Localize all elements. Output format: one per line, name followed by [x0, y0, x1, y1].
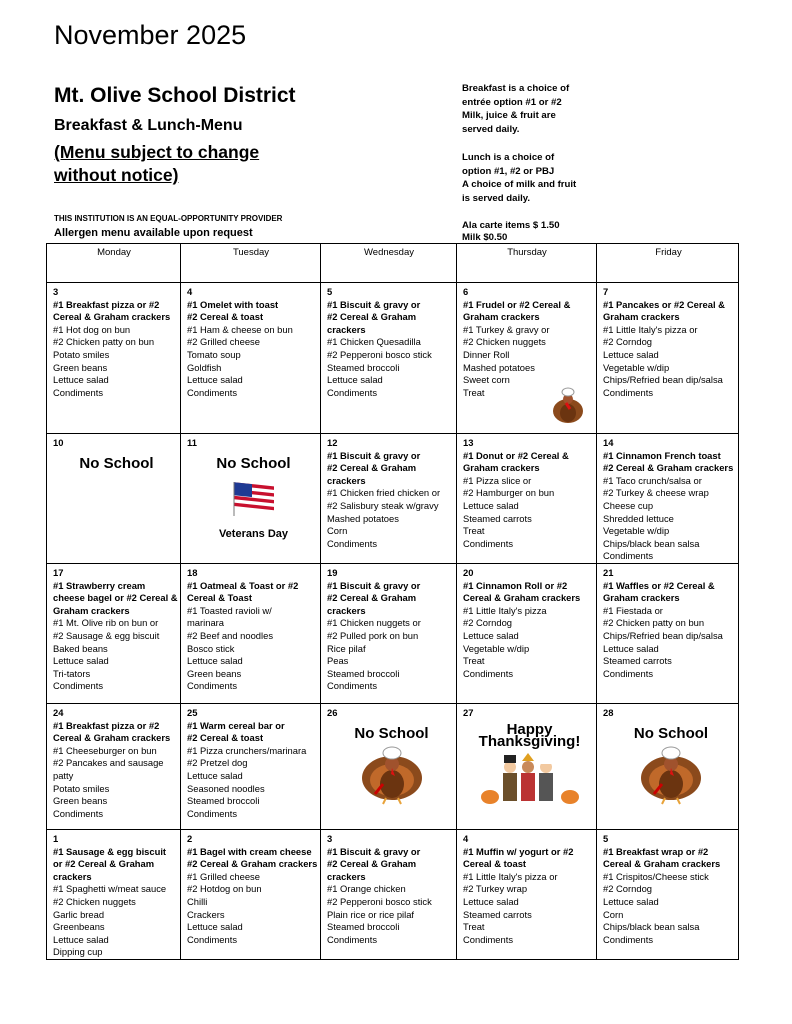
no-school-label: No School — [633, 724, 709, 742]
lunch-line: Lettuce salad — [603, 642, 659, 654]
no-school-label: No School — [216, 454, 291, 472]
lunch-line: #2 Chicken nuggets — [463, 336, 546, 348]
lunch-line: #1 Taco crunch/salsa or — [603, 474, 702, 486]
lunch-line: Baked beans — [53, 642, 108, 654]
lunch-line: #1 Little Italy's pizza or — [603, 323, 698, 335]
lunch-line: Peas — [327, 655, 349, 667]
day-number: 3 — [53, 286, 59, 297]
lunch-line: Condiments — [187, 386, 238, 398]
day-number: 17 — [53, 567, 64, 578]
lunch-line: #1 Fiestada or — [603, 604, 663, 616]
lunch-line: Condiments — [463, 667, 514, 679]
day-number: 4 — [463, 833, 469, 844]
day-number: 13 — [463, 437, 474, 448]
breakfast-line: Cereal & Graham crackers — [53, 311, 171, 323]
day-cell — [457, 830, 596, 960]
lunch-line: #1 Little Italy's pizza — [463, 604, 547, 616]
day-number: 4 — [187, 286, 193, 297]
lunch-line: Lettuce salad — [187, 655, 243, 667]
no-school-label: No School — [79, 454, 154, 472]
lunch-line: #2 Pepperoni bosco stick — [327, 895, 432, 907]
breakfast-line: #2 Cereal & Graham — [327, 858, 417, 870]
info-line: A choice of milk and fruit — [462, 179, 577, 190]
lunch-line: #2 Chicken nuggets — [53, 895, 136, 907]
info-line: Ala carte items $ 1.50 — [462, 220, 560, 231]
breakfast-line: #2 Cereal & Graham — [327, 311, 417, 323]
lunch-line: Condiments — [53, 386, 104, 398]
allergen-note: Allergen menu available upon request — [54, 227, 253, 239]
lunch-line: Condiments — [327, 933, 378, 945]
day-cell — [47, 564, 180, 703]
breakfast-line: #1 Warm cereal bar or — [187, 719, 285, 731]
lunch-line: Dinner Roll — [463, 348, 510, 360]
lunch-line: Green beans — [53, 361, 108, 373]
lunch-line: Treat — [463, 386, 485, 398]
breakfast-line: #1 Oatmeal & Toast or #2 — [187, 579, 299, 591]
lunch-line: Potato smiles — [53, 782, 110, 794]
day-number: 10 — [53, 437, 64, 448]
lunch-line: Lettuce salad — [187, 374, 243, 386]
lunch-line: #1 Chicken fried chicken or — [327, 487, 441, 499]
lunch-line: Tri-tators — [53, 667, 91, 679]
day-number: 18 — [187, 567, 198, 578]
lunch-line: Condiments — [187, 933, 238, 945]
day-cell — [321, 434, 456, 563]
info-line: entrée option #1 or #2 — [462, 96, 562, 108]
lunch-line: Potato smiles — [53, 348, 110, 360]
breakfast-line: Graham crackers — [53, 604, 130, 616]
lunch-line: Tomato soup — [187, 348, 241, 360]
day-number: 3 — [327, 833, 333, 844]
lunch-line: #2 Turkey & cheese wrap — [603, 487, 709, 499]
lunch-line: #2 Hamburger on bun — [463, 487, 555, 499]
lunch-line: Chips/black bean salsa — [603, 921, 700, 933]
weekday-header: Tuesday — [232, 247, 270, 258]
lunch-line: Chips/black bean salsa — [603, 537, 700, 549]
lunch-line: #2 Corndog — [603, 883, 652, 895]
breakfast-line: #1 Biscuit & gravy or — [327, 298, 421, 310]
lunch-line: patty — [53, 769, 74, 781]
lunch-line: #1 Hot dog on bun — [53, 323, 131, 335]
breakfast-line: #1 Frudel or #2 Cereal & — [463, 298, 571, 310]
lunch-line: Steamed broccoli — [327, 361, 400, 373]
breakfast-line: #2 Cereal & Graham crackers — [603, 462, 734, 474]
day-number: 26 — [327, 707, 338, 718]
breakfast-line: crackers — [327, 474, 366, 486]
day-cell — [47, 434, 180, 563]
breakfast-line: #2 Cereal & Graham — [327, 462, 417, 474]
lunch-line: Crackers — [187, 908, 225, 920]
lunch-line: #1 Spaghetti w/meat sauce — [53, 883, 167, 895]
breakfast-line: #1 Biscuit & gravy or — [327, 579, 421, 591]
lunch-line: Steamed carrots — [603, 655, 672, 667]
breakfast-line: cheese bagel or #2 Cereal & — [53, 592, 178, 604]
info-line: Milk, juice & fruit are — [462, 110, 556, 121]
day-cell — [321, 830, 456, 960]
lunch-line: #2 Pulled pork on bun — [327, 629, 419, 641]
lunch-line: Condiments — [53, 680, 104, 692]
info-line: is served daily. — [462, 192, 531, 204]
no-school-label: Happy — [506, 720, 553, 738]
info-line: served daily. — [462, 123, 520, 135]
lunch-line: #1 Pizza crunchers/marinara — [187, 744, 307, 756]
lunch-line: #1 Turkey & gravy or — [463, 323, 550, 335]
lunch-line: #2 Pretzel dog — [187, 757, 248, 769]
lunch-line: #1 Grilled cheese — [187, 870, 260, 882]
breakfast-line: Cereal & toast — [463, 858, 527, 870]
lunch-line: Lettuce salad — [53, 655, 109, 667]
change-notice-line: without notice) — [54, 165, 179, 185]
day-number: 14 — [603, 437, 614, 448]
day-number: 2 — [187, 833, 193, 844]
lunch-line: Treat — [463, 525, 485, 537]
lunch-line: Sweet corn — [463, 374, 510, 386]
lunch-line: #1 Ham & cheese on bun — [187, 323, 293, 335]
turkey-icon — [548, 387, 588, 431]
lunch-line: #2 Salisbury steak w/gravy — [327, 499, 439, 511]
lunch-line: Lettuce salad — [603, 895, 659, 907]
breakfast-line: Cereal & Graham crackers — [463, 592, 581, 604]
day-cell — [457, 564, 596, 703]
lunch-line: #1 Chicken Quesadilla — [327, 336, 421, 348]
day-number: 12 — [327, 437, 338, 448]
breakfast-line: #1 Donut or #2 Cereal & — [463, 449, 569, 461]
day-cell — [47, 283, 180, 433]
lunch-line: Condiments — [187, 807, 238, 819]
breakfast-line: or #2 Cereal & Graham — [53, 858, 155, 870]
breakfast-line: #1 Cinnamon Roll or #2 — [463, 579, 568, 591]
equal-opportunity-statement: THIS INSTITUTION IS AN EQUAL-OPPORTUNITY PROVIDER — [54, 214, 283, 223]
breakfast-line: Graham crackers — [603, 311, 680, 323]
lunch-line: Condiments — [463, 537, 514, 549]
lunch-line: Chilli — [187, 895, 208, 907]
lunch-line: #2 Sausage & egg biscuit — [53, 629, 160, 641]
lunch-line: Rice pilaf — [327, 642, 366, 654]
lunch-line: Condiments — [603, 933, 654, 945]
turkey-icon — [631, 744, 711, 810]
lunch-line: #2 Corndog — [603, 336, 652, 348]
day-cell — [457, 434, 596, 563]
menu-subtitle: Breakfast & Lunch-Menu — [54, 117, 243, 134]
flag-icon — [232, 480, 276, 520]
day-number: 21 — [603, 567, 614, 578]
lunch-line: Lettuce salad — [463, 629, 519, 641]
day-number: 28 — [603, 707, 614, 718]
day-number: 27 — [463, 707, 474, 718]
lunch-line: #1 Orange chicken — [327, 883, 406, 895]
lunch-line: Plain rice or rice pilaf — [327, 908, 415, 920]
day-cell — [47, 704, 180, 829]
breakfast-line: Cereal & Toast — [187, 592, 252, 604]
lunch-line: Condiments — [327, 386, 378, 398]
lunch-line: #2 Chicken patty on bun — [53, 336, 155, 348]
lunch-line: Greenbeans — [53, 921, 105, 933]
lunch-line: Chips/Refried bean dip/salsa — [603, 374, 723, 386]
breakfast-line: Graham crackers — [603, 592, 680, 604]
lunch-line: Cheese cup — [603, 499, 654, 511]
day-number: 1 — [53, 833, 59, 844]
lunch-line: Steamed broccoli — [327, 667, 400, 679]
day-cell — [181, 434, 320, 563]
lunch-line: #2 Turkey wrap — [463, 883, 528, 895]
day-cell — [597, 564, 739, 703]
lunch-line: Condiments — [603, 667, 654, 679]
lunch-line: Bosco stick — [187, 642, 235, 654]
day-cell — [597, 830, 739, 960]
day-cell — [47, 830, 180, 960]
lunch-line: #2 Corndog — [463, 617, 512, 629]
day-number: 7 — [603, 286, 609, 297]
lunch-line: Condiments — [327, 680, 378, 692]
day-cell — [181, 704, 320, 829]
day-cell — [321, 564, 456, 703]
day-cell — [457, 704, 596, 829]
day-cell — [597, 704, 739, 829]
info-line: option #1, #2 or PBJ — [462, 165, 555, 177]
lunch-line: Condiments — [603, 386, 654, 398]
lunch-line: marinara — [187, 617, 224, 629]
lunch-line: Steamed carrots — [463, 512, 532, 524]
lunch-line: Shredded lettuce — [603, 512, 674, 524]
day-cell — [181, 564, 320, 703]
lunch-line: Lettuce salad — [53, 374, 109, 386]
lunch-line: #2 Grilled cheese — [187, 336, 260, 348]
day-number: 11 — [187, 437, 197, 448]
weekday-header: Thursday — [507, 247, 547, 258]
breakfast-line: #2 Cereal & toast — [187, 732, 264, 744]
lunch-line: Seasoned noodles — [187, 782, 265, 794]
breakfast-line: #1 Breakfast pizza or #2 — [53, 719, 160, 731]
lunch-line: #1 Pizza slice or — [463, 474, 532, 486]
lunch-line: Lettuce salad — [463, 895, 519, 907]
lunch-line: Condiments — [603, 550, 654, 562]
breakfast-line: #1 Biscuit & gravy or — [327, 845, 421, 857]
lunch-line: Steamed carrots — [463, 908, 532, 920]
turkey-icon — [352, 744, 432, 810]
district-name: Mt. Olive School District — [54, 84, 296, 107]
lunch-line: #1 Little Italy's pizza or — [463, 870, 558, 882]
day-cell — [181, 830, 320, 960]
day-cell — [457, 283, 596, 433]
lunch-line: #2 Hotdog on bun — [187, 883, 262, 895]
lunch-line: #1 Toasted ravioli w/ — [187, 604, 272, 616]
breakfast-line: crackers — [327, 870, 366, 882]
lunch-line: #2 Chicken patty on bun — [603, 617, 705, 629]
change-notice — [54, 141, 259, 187]
breakfast-line: crackers — [327, 604, 366, 616]
breakfast-line: #1 Omelet with toast — [187, 298, 279, 310]
breakfast-line: #1 Breakfast wrap or #2 — [603, 845, 709, 857]
lunch-line: Mashed potatoes — [327, 512, 399, 524]
lunch-line: Garlic bread — [53, 908, 105, 920]
menu-calendar — [46, 243, 739, 960]
breakfast-line: #1 Breakfast pizza or #2 — [53, 298, 160, 310]
lunch-line: Mashed potatoes — [463, 361, 535, 373]
breakfast-line: #1 Strawberry cream — [53, 579, 146, 591]
lunch-line: #2 Pancakes and sausage — [53, 757, 164, 769]
day-number: 5 — [603, 833, 609, 844]
lunch-line: Lettuce salad — [187, 921, 243, 933]
lunch-line: Lettuce salad — [603, 348, 659, 360]
price-info — [462, 220, 560, 244]
lunch-line: #1 Crispitos/Cheese stick — [603, 870, 709, 882]
breakfast-info — [462, 82, 569, 136]
day-number: 25 — [187, 707, 198, 718]
lunch-line: Condiments — [463, 933, 514, 945]
breakfast-line: crackers — [327, 323, 366, 335]
lunch-line: Vegetable w/dip — [463, 642, 530, 654]
lunch-line: Corn — [327, 525, 348, 537]
day-cell — [321, 283, 456, 433]
day-number: 19 — [327, 567, 338, 578]
change-notice-line: (Menu subject to change — [54, 142, 260, 162]
lunch-line: Dipping cup — [53, 946, 103, 958]
lunch-line: Condiments — [53, 807, 104, 819]
lunch-line: #1 Mt. Olive rib on bun or — [53, 617, 159, 629]
no-school-label: No School — [354, 724, 429, 742]
day-cell — [597, 434, 739, 563]
breakfast-line: Graham crackers — [463, 311, 540, 323]
pilgrims-icon — [475, 753, 585, 809]
lunch-line: Vegetable w/dip — [603, 361, 670, 373]
weekday-header: Wednesday — [364, 247, 414, 258]
holiday-caption: Veterans Day — [218, 527, 289, 540]
day-cell — [597, 283, 739, 433]
day-cell — [181, 283, 320, 433]
weekday-header: Friday — [655, 247, 682, 258]
info-line: Milk $0.50 — [462, 232, 508, 243]
day-number: 6 — [463, 286, 469, 297]
lunch-line: Chips/Refried bean dip/salsa — [603, 629, 723, 641]
lunch-info — [462, 151, 576, 205]
breakfast-line: #2 Cereal & toast — [187, 311, 264, 323]
lunch-line: Green beans — [53, 795, 108, 807]
lunch-line: Vegetable w/dip — [603, 525, 670, 537]
lunch-line: Lettuce salad — [327, 374, 383, 386]
lunch-line: Condiments — [327, 537, 378, 549]
lunch-line: #2 Pepperoni bosco stick — [327, 348, 432, 360]
breakfast-line: crackers — [53, 870, 92, 882]
lunch-line: Lettuce salad — [463, 499, 519, 511]
lunch-line: Steamed broccoli — [327, 921, 400, 933]
day-number: 20 — [463, 567, 474, 578]
lunch-line: Treat — [463, 921, 485, 933]
lunch-line: #1 Cheeseburger on bun — [53, 744, 157, 756]
lunch-line: #2 Beef and noodles — [187, 629, 274, 641]
lunch-line: Green beans — [187, 667, 242, 679]
info-line: Breakfast is a choice of — [462, 83, 570, 94]
lunch-line: Condiments — [187, 680, 238, 692]
lunch-line: Lettuce salad — [187, 769, 243, 781]
day-cell — [321, 704, 456, 829]
lunch-line: Steamed broccoli — [187, 795, 260, 807]
lunch-line: #1 Chicken nuggets or — [327, 617, 421, 629]
breakfast-line: Cereal & Graham crackers — [53, 732, 171, 744]
breakfast-line: #1 Cinnamon French toast — [603, 449, 721, 461]
lunch-line: Goldfish — [187, 361, 222, 373]
lunch-line: Corn — [603, 908, 624, 920]
breakfast-line: #1 Biscuit & gravy or — [327, 449, 421, 461]
weekday-header: Monday — [97, 247, 131, 258]
breakfast-line: Cereal & Graham crackers — [603, 858, 721, 870]
month-title: November 2025 — [54, 20, 247, 50]
holiday-label: Thanksgiving! — [478, 733, 581, 751]
lunch-line: Treat — [463, 655, 485, 667]
breakfast-line: #1 Waffles or #2 Cereal & — [603, 579, 715, 591]
breakfast-line: #1 Bagel with cream cheese — [187, 845, 312, 857]
breakfast-line: #2 Cereal & Graham crackers — [187, 858, 318, 870]
breakfast-line: #1 Sausage & egg biscuit — [53, 845, 167, 857]
day-number: 5 — [327, 286, 333, 297]
day-number: 24 — [53, 707, 64, 718]
lunch-line: Lettuce salad — [53, 933, 109, 945]
breakfast-line: #2 Cereal & Graham — [327, 592, 417, 604]
info-line: Lunch is a choice of — [462, 152, 555, 163]
breakfast-line: Graham crackers — [463, 462, 540, 474]
breakfast-line: #1 Muffin w/ yogurt or #2 — [463, 845, 574, 857]
breakfast-line: #1 Pancakes or #2 Cereal & — [603, 298, 725, 310]
